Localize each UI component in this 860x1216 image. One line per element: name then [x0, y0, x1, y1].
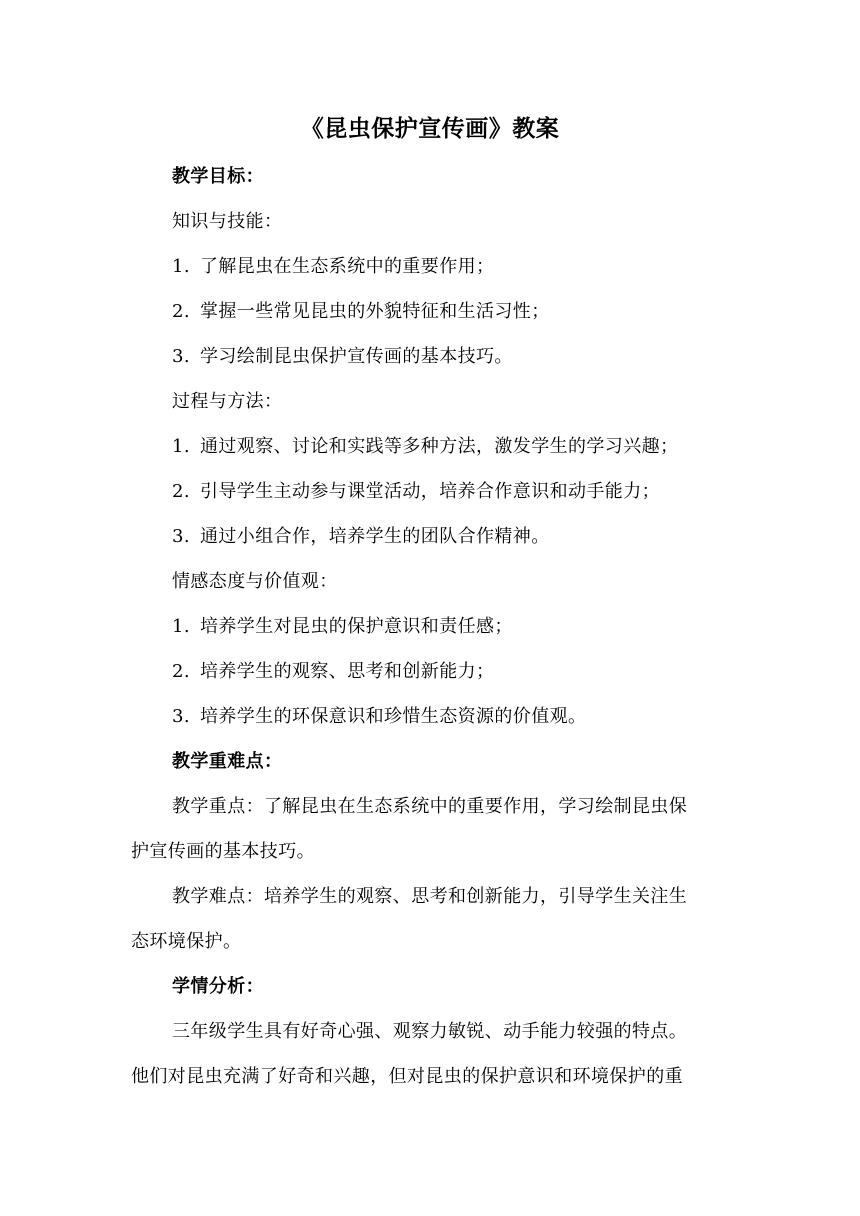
item-text: 掌握一些常见昆虫的外貌特征和生活习性；: [200, 301, 550, 322]
emotion-item-3: [172, 702, 586, 728]
knowledge-label: 知识与技能：: [172, 211, 283, 232]
process-item-3: [172, 522, 550, 548]
emotion-label: 情感态度与价值观：: [172, 571, 338, 592]
key-difficulty-line-2: 态环境保护。: [131, 931, 242, 952]
item-text: 通过观察、讨论和实践等多种方法，激发学生的学习兴趣；: [200, 436, 679, 457]
objectives-heading: 教学目标：: [172, 166, 264, 187]
item-text: 学习绘制昆虫保护宣传画的基本技巧。: [200, 346, 513, 367]
item-text: 通过小组合作，培养学生的团队合作精神。: [200, 526, 550, 547]
key-focus-line-1: 教学重点：了解昆虫在生态系统中的重要作用，学习绘制昆虫保: [172, 796, 688, 817]
emotion-item-2: [172, 657, 494, 683]
item-number: 3.: [172, 526, 190, 547]
process-item-1: [172, 432, 678, 458]
analysis-line-1: 三年级学生具有好奇心强、观察力敏锐、动手能力较强的特点。: [172, 1021, 688, 1042]
item-number: 1.: [172, 256, 190, 277]
item-text: 培养学生的观察、思考和创新能力；: [200, 661, 495, 682]
key-points-heading: 教学重难点：: [172, 751, 283, 772]
knowledge-item-3: [172, 342, 513, 368]
emotion-item-1: [172, 612, 513, 638]
analysis-heading: 学情分析：: [172, 976, 264, 997]
item-text: 引导学生主动参与课堂活动，培养合作意识和动手能力；: [200, 481, 660, 502]
page-title: 《昆虫保护宣传画》教案: [300, 116, 560, 142]
process-label: 过程与方法：: [172, 391, 283, 412]
item-number: 2.: [172, 481, 190, 502]
key-focus-line-2: 护宣传画的基本技巧。: [131, 841, 315, 862]
item-text: 了解昆虫在生态系统中的重要作用；: [200, 256, 495, 277]
analysis-line-2: 他们对昆虫充满了好奇和兴趣，但对昆虫的保护意识和环境保护的重: [131, 1066, 683, 1087]
item-number: 3.: [172, 346, 190, 367]
process-item-2: [172, 477, 660, 503]
knowledge-item-1: [172, 252, 494, 278]
item-number: 2.: [172, 661, 190, 682]
item-text: 培养学生的环保意识和珍惜生态资源的价值观。: [200, 706, 587, 727]
item-number: 1.: [172, 436, 190, 457]
item-text: 培养学生对昆虫的保护意识和责任感；: [200, 616, 513, 637]
item-number: 3.: [172, 706, 190, 727]
key-difficulty-line-1: 教学难点：培养学生的观察、思考和创新能力，引导学生关注生: [172, 886, 688, 907]
knowledge-item-2: [172, 297, 550, 323]
item-number: 2.: [172, 301, 190, 322]
item-number: 1.: [172, 616, 190, 637]
